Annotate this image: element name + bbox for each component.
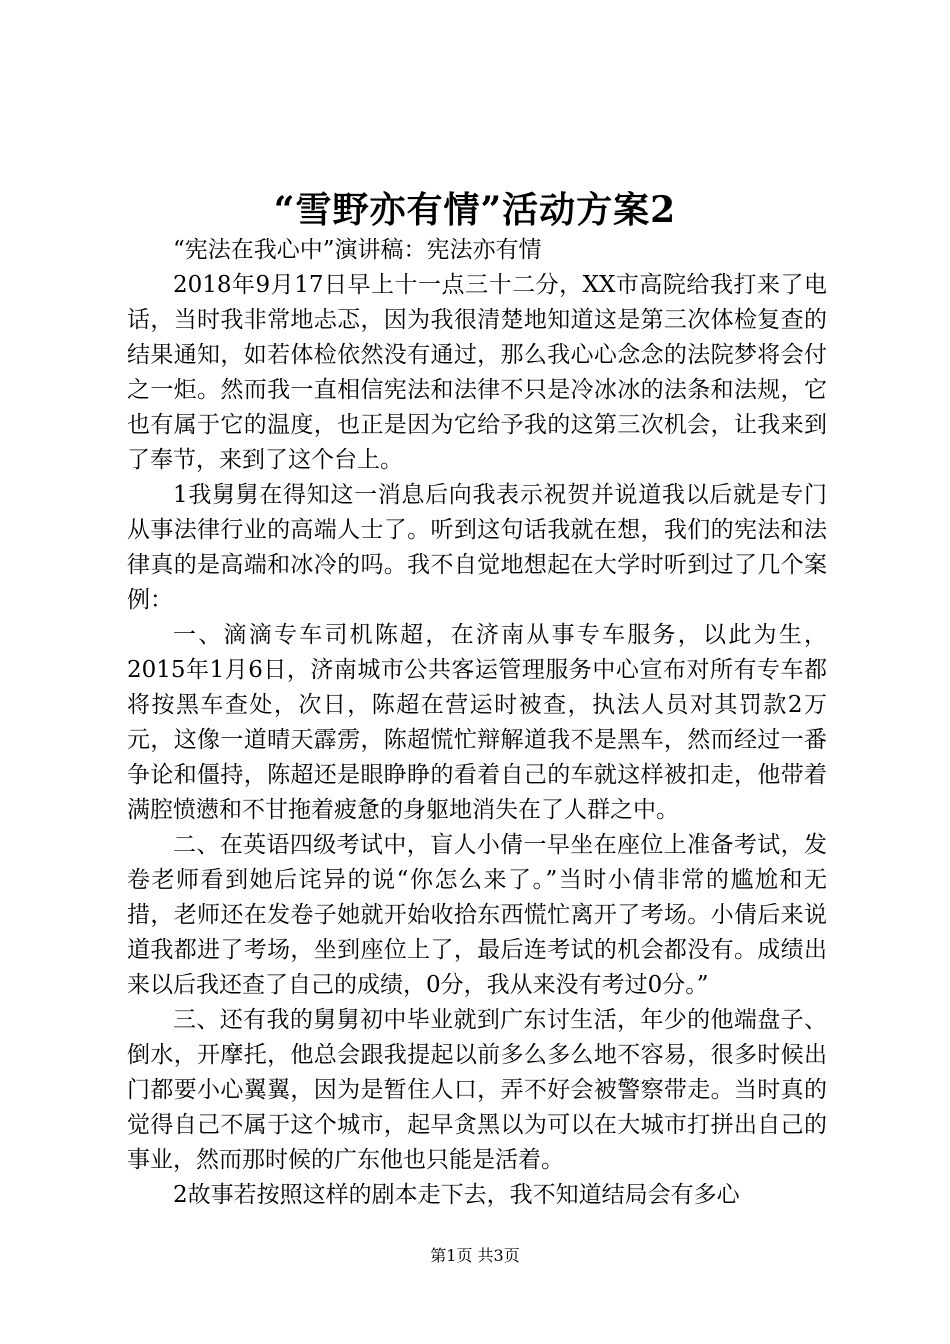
paragraph: 一、滴滴专车司机陈超，在济南从事专车服务，以此为生，2015年1月6日，济南城市公共客运管理服务中心宣布对所有专车都将按黑车查处，次日，陈超在营运时被查，执法人员对其罚款2万元，这像一道晴天霹雳，陈超慌忙辩解道我不是黑车，然而经过一番争论和僵持，陈超还是眼睁睁的看着自己的车就这样被扣走，他带着满腔愤懑和不甘拖着疲惫的身躯地消失在了人群之中。 (127, 622, 827, 823)
paragraph: 2故事若按照这样的剧本走下去，我不知道结局会有多心 (173, 1182, 740, 1208)
paragraph: 二、在英语四级考试中，盲人小倩一早坐在座位上准备考试，发卷老师看到她后诧异的说“你怎么来了。”当时小倩非常的尴尬和无措，老师还在发卷子她就开始收拾东西慌忙离开了考场。小倩后来说道我都进了考场，坐到座位上了，最后连考试的机会都没有。成绩出来以后我还查了自己的成绩，0分，我从来没有考过0分。” (127, 832, 827, 998)
paragraph: 2018年9月17日早上十一点三十二分，XX市高院给我打来了电话，当时我非常地忐忑，因为我很清楚地知道这是第三次体检复查的结果通知，如若体检依然没有通过，那么我心心念念的法院梦将会付之一炬。然而我一直相信宪法和法律不只是冷冰冰的法条和法规，它也有属于它的温度，也正是因为它给予我的这第三次机会，让我来到了奉节，来到了这个台上。 (127, 272, 827, 473)
document-title: “雪野亦有情”活动方案2 (273, 189, 677, 231)
document-body (127, 233, 827, 1213)
paragraph: 三、还有我的舅舅初中毕业就到广东讨生活，年少的他端盘子、倒水，开摩托，他总会跟我提起以前多么多么地不容易，很多时候出门都要小心翼翼，因为是暂住人口，弄不好会被警察带走。当时真的觉得自己不属于这个城市，起早贪黑以为可以在大城市打拼出自己的事业，然而那时候的广东他也只能是活着。 (127, 1007, 827, 1173)
page-number-footer: 第1页 共3页 (430, 1246, 520, 1265)
paragraph: “宪法在我心中”演讲稿：宪法亦有情 (173, 237, 542, 263)
paragraph: 1我舅舅在得知这一消息后向我表示祝贺并说道我以后就是专门从事法律行业的高端人士了。听到这句话我就在想，我们的宪法和法律真的是高端和冰冷的吗。我不自觉地想起在大学时听到过了几个案例： (127, 482, 827, 613)
